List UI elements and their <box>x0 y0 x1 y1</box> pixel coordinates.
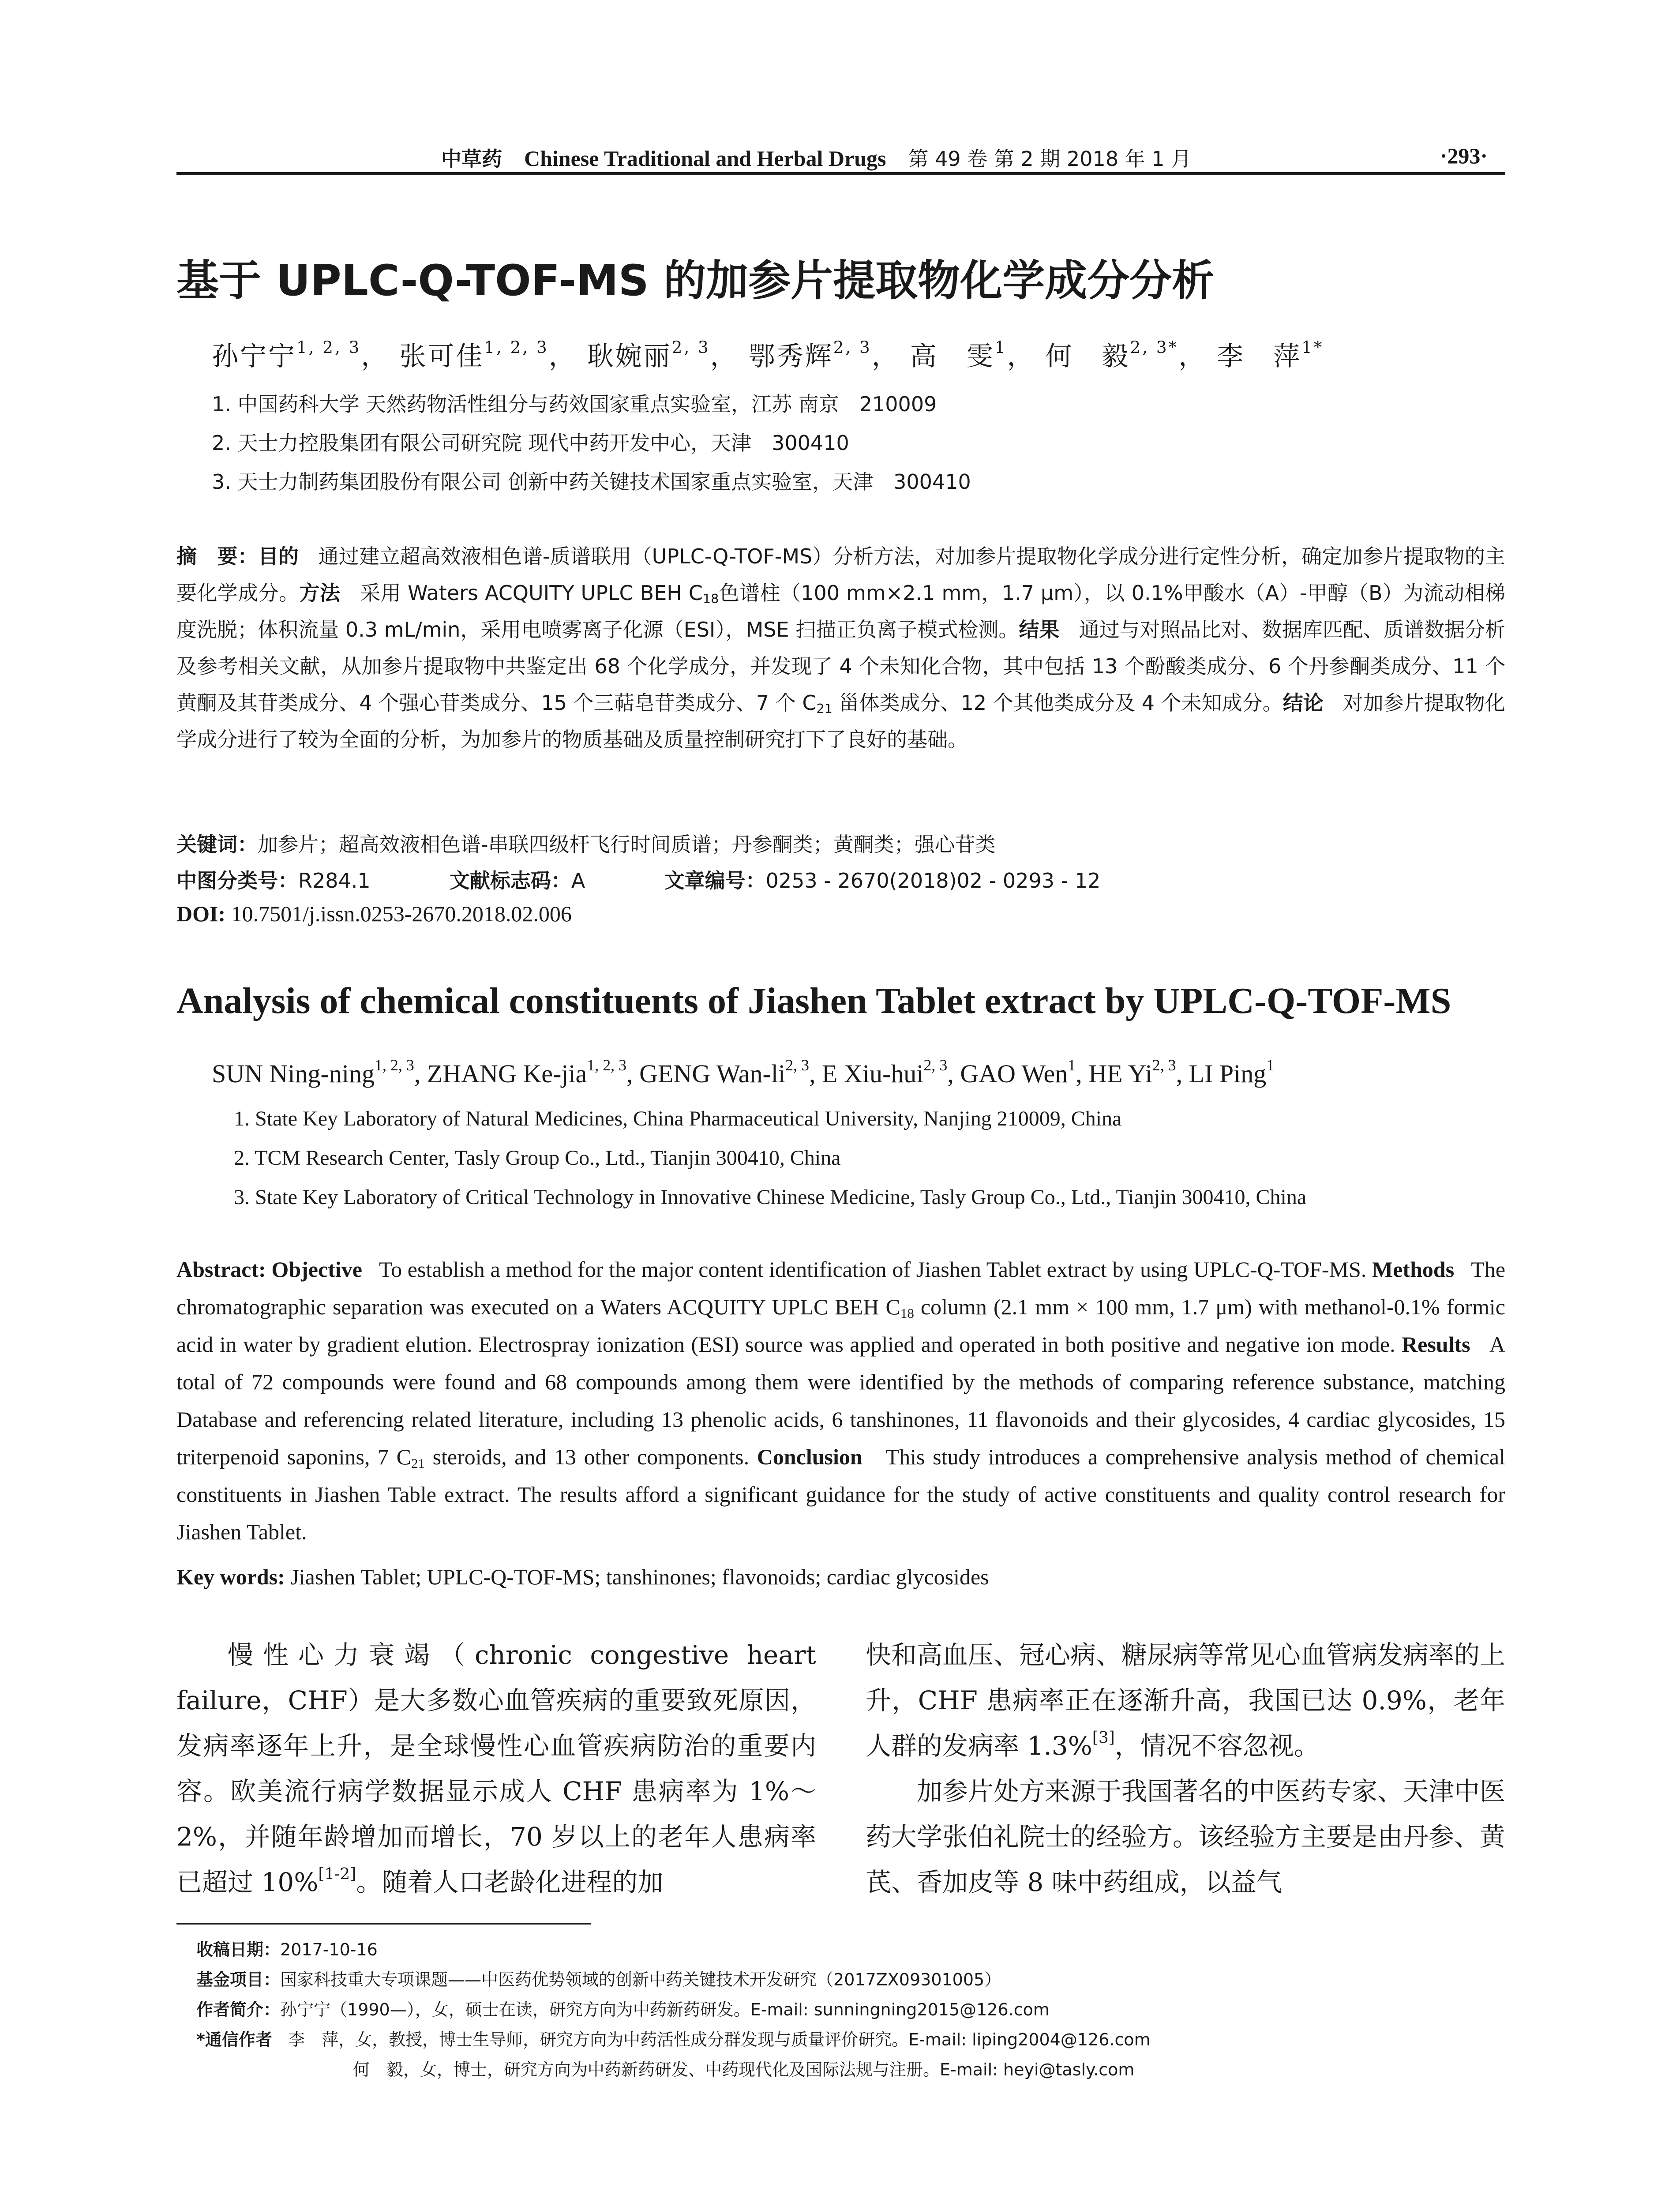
abstract-results-cont: steroids, and 13 other components. <box>424 1444 750 1469</box>
footnote-text: 国家科技重大专项课题——中医药优势领域的创新中药关键技术开发研究（2017ZX09301005） <box>280 1970 1001 1989</box>
abstract-objective: 通过建立超高效液相色谱-质谱联用（UPLC-Q-TOF-MS）分析方法，对加参片提取物化学成分进行定性分析，确定加参片提取物的主要化学成分。 <box>176 544 1506 605</box>
keywords-cn <box>176 829 996 858</box>
footnote-author <box>196 1996 1050 2020</box>
body-paragraph <box>866 1632 1505 1769</box>
subscript: 21 <box>816 702 832 717</box>
citation[interactable]: [1-2] <box>318 1865 356 1883</box>
paper-title-en: Analysis of chemical constituents of Jiashen Tablet extract by UPLC-Q-TOF-MS <box>176 980 1451 1021</box>
affiliation-en-3: 3. State Key Laboratory of Critical Technology in Innovative Chinese Medicine, Tasly Group Co., Ltd., Tianjin 300410, China <box>234 1186 1307 1209</box>
abstract-conclusion: 对加参片提取物化学成分进行了较为全面的分析，为加参片的物质基础及质量控制研究打下了良好的基础。 <box>176 691 1505 751</box>
methods-label: Methods <box>1372 1257 1455 1282</box>
journal-issue: 第 49 卷 第 2 期 2018 年 1 月 <box>908 147 1192 171</box>
footnote-fund <box>196 1966 1001 1990</box>
footnote-label: 作者简介： <box>196 2000 281 2019</box>
author-affiliation-mark: 2, 3 <box>1152 1056 1176 1074</box>
body-column-left <box>176 1632 816 1905</box>
author-en: ZHANG Ke-jia <box>427 1059 587 1088</box>
body-text: ，情况不容忽视。 <box>1114 1731 1320 1761</box>
doi-link[interactable]: 10.7501/j.issn.0253-2670.2018.02.006 <box>231 901 572 926</box>
author-affiliation-mark: 2, 3 <box>923 1056 948 1074</box>
abstract-cn <box>176 538 1505 758</box>
body-text: 快和高血压、冠心病、糖尿病等常见心血管病发病率的上升，CHF 患病率正在逐渐升高，我国已达 0.9%，老年人群的发病率 1.3% <box>866 1640 1506 1761</box>
keywords-en-label: Key words: <box>176 1564 285 1589</box>
author-affiliation-mark: 1 <box>1266 1056 1275 1074</box>
results-label: 结果 <box>1019 618 1060 642</box>
clc-label: 中图分类号： <box>176 869 298 893</box>
footnote-text: 孙宁宁（1990—），女，硕士在读，研究方向为中药新药研发。E-mail: sunningning2015@126.com <box>280 2000 1050 2019</box>
footnote-text: 2017-10-16 <box>280 1940 378 1959</box>
author-cn: 何 毅 <box>1045 341 1130 372</box>
author-affiliation-mark: 2, 3 <box>833 338 872 357</box>
author-en: SUN Ning-ning <box>212 1059 375 1088</box>
abstract-methods-cont: 色谱柱（100 mm×2.1 mm，1.7 μm），以 0.1%甲酸水（A）-甲醇（B）为流动相梯度洗脱；体积流量 0.3 mL/min，采用电喷雾离子化源（ESI），MSE 扫描正负离子模式检测。 <box>176 581 1505 642</box>
doi-label: DOI: <box>176 901 226 926</box>
abstract-objective: To establish a method for the major content identification of Jiashen Tablet extract by using UPLC-Q-TOF-MS. <box>379 1257 1367 1282</box>
conclusion-label: Conclusion <box>757 1444 862 1469</box>
author-affiliation-mark: 1, 2, 3 <box>296 338 361 357</box>
author-en: E Xiu-hui <box>822 1059 924 1088</box>
author-affiliation-mark: 1* <box>1301 338 1324 357</box>
author-cn: 鄂秀辉 <box>748 341 833 372</box>
abstract-methods: 采用 Waters ACQUITY UPLC BEH C <box>360 581 703 605</box>
abstract-methods-cont: column (2.1 mm × 100 mm, 1.7 μm) with methanol-0.1% formic acid in water by gradient elution. Electrospray ionization (ESI) source was applied and operated in both positive and negative ion mode. <box>176 1294 1505 1357</box>
journal-info <box>441 143 1191 172</box>
abstract-results: A total of 72 compounds were found and 68 compounds among them were identified by the methods of comparing reference substance, matching Database and referencing related literature, including 13 phenolic acids, 6 tanshinones, 11 flavonoids and their glycosides, 4 cardiac glycosides, 15 triterpenoid saponins, 7 C <box>176 1332 1506 1469</box>
author-affiliation-mark: 2, 3* <box>1130 338 1179 357</box>
paper-title-cn: 基于 UPLC-Q-TOF-MS 的加参片提取物化学成分分析 <box>176 256 1215 305</box>
doc-code: A <box>571 869 585 893</box>
subscript: 21 <box>411 1455 425 1471</box>
author-affiliation-mark: 1 <box>994 338 1007 357</box>
footnote-corresponding-2: 何 毅，女，博士，研究方向为中药新药研发、中药现代化及国际法规与注册。E-mail: heyi@tasly.com <box>353 2060 1135 2079</box>
citation[interactable]: [3] <box>1092 1729 1115 1747</box>
author-cn: 高 雯 <box>910 341 995 372</box>
footnote-label: *通信作者 <box>196 2030 272 2049</box>
body-column-right <box>866 1632 1505 1905</box>
affiliation-en-1: 1. State Key Laboratory of Natural Medicines, China Pharmaceutical University, Nanjing 210009, China <box>234 1107 1122 1130</box>
affiliation-cn-3: 3. 天士力制药集团股份有限公司 创新中药关键技术国家重点实验室，天津 300410 <box>212 470 971 494</box>
author-affiliation-mark: 1, 2, 3 <box>587 1056 627 1074</box>
body-text: 加参片处方来源于我国著名的中医药专家、天津中医药大学张伯礼院士的经验方。该经验方主要是由丹参、黄芪、香加皮等 8 味中药组成，以益气 <box>866 1776 1506 1897</box>
subscript: 18 <box>703 592 719 607</box>
doi-line <box>176 901 572 927</box>
affiliation-cn-1: 1. 中国药科大学 天然药物活性组分与药效国家重点实验室，江苏 南京 210009 <box>212 392 937 416</box>
keywords-en <box>176 1564 989 1590</box>
footnote-label: 基金项目： <box>196 1970 281 1989</box>
body-text: 。随着人口老龄化进程的加 <box>356 1867 664 1897</box>
author-affiliation-mark: 2, 3 <box>671 338 710 357</box>
author-en: HE Yi <box>1088 1059 1152 1088</box>
author-affiliation-mark: 2, 3 <box>785 1056 810 1074</box>
journal-name-cn: 中草药 <box>441 147 502 171</box>
subscript: 18 <box>900 1305 914 1321</box>
abstract-methods: The chromatographic separation was executed on a Waters ACQUITY UPLC BEH C <box>176 1257 1506 1319</box>
authors-en: SUN Ning-ning$^{1, 2, 3}$, ZHANG Ke-jia$^{1, 2, 3}$, GENG Wan-li$^{2, 3}$, E Xiu-hui$^{2, 3}$, GAO Wen$^1$, HE Yi$^{2, 3}$, LI Ping$^1$ <box>212 1056 1275 1088</box>
abstract-results: 通过与对照品比对、数据库匹配、质谱数据分析及参考相关文献，从加参片提取物中共鉴定出 68 个化学成分，并发现了 4 个未知化合物，其中包括 13 个酚酸类成分、6 个丹参酮类成分、11 个黄酮及其苷类成分、4 个强心苷类成分、15 个三萜皂苷类成分、7 个 C <box>176 618 1506 715</box>
body-paragraph <box>866 1769 1505 1905</box>
author-affiliation-mark: 1 <box>1068 1056 1076 1074</box>
body-text: 慢性心力衰竭（chronic congestive heart failure，CHF）是大多数心血管疾病的重要致死原因，发病率逐年上升，是全球慢性心血管疾病防治的重要内容。欧美流行病学数据显示成人 CHF 患病率为 1%～2%，并随年龄增加而增长，70 岁以上的老年人患病率已超过 10% <box>176 1640 816 1897</box>
abstract-label: 摘 要： <box>176 544 258 568</box>
footnote-received <box>196 1936 378 1960</box>
running-header <box>176 141 1505 175</box>
footnote-corresponding <box>196 2026 1151 2050</box>
author-en: GENG Wan-li <box>639 1059 786 1088</box>
author-affiliation-mark: 1, 2, 3 <box>374 1056 414 1074</box>
author-cn: 张可佳 <box>399 341 484 372</box>
article-number: 0253 - 2670(2018)02 - 0293 - 12 <box>765 869 1101 893</box>
abstract-en <box>176 1251 1505 1551</box>
author-en: GAO Wen <box>960 1059 1068 1088</box>
keywords-en-text: Jiashen Tablet; UPLC-Q-TOF-MS; tanshinones; flavonoids; cardiac glycosides <box>290 1564 989 1589</box>
body-paragraph <box>176 1632 816 1905</box>
doc-code-label: 文献标志码： <box>449 869 571 893</box>
objective-label: 目的 <box>258 544 299 568</box>
results-label: Results <box>1402 1332 1470 1357</box>
page-number: ·293· <box>1440 143 1488 168</box>
author-affiliation-mark: 1, 2, 3 <box>484 338 549 357</box>
author-cn: 孙宁宁 <box>212 341 296 372</box>
abstract-results-cont: 甾体类成分、12 个其他类成分及 4 个未知成分。 <box>832 691 1283 715</box>
affiliation-en-2: 2. TCM Research Center, Tasly Group Co., Ltd., Tianjin 300410, China <box>234 1146 841 1170</box>
author-en: LI Ping <box>1189 1059 1267 1088</box>
authors-cn: 孙宁宁$^{1, 2, 3}$， 张可佳$^{1, 2, 3}$， 耿婉丽$^{2, 3}$， 鄂秀辉$^{2, 3}$， 高 雯$^1$， 何 毅$^{2, 3*}$， 李 萍$^{1*}$ <box>212 338 1324 372</box>
author-cn: 耿婉丽 <box>587 341 672 372</box>
abstract-conclusion: This study introduces a comprehensive analysis method of chemical constituents in Jiashen Table extract. The results afford a significant guidance for the study of active constituents and quality control research for Jiashen Tablet. <box>176 1444 1506 1544</box>
abstract-objective-label: Abstract: Objective <box>176 1257 362 1282</box>
keywords-text: 加参片；超高效液相色谱-串联四级杆飞行时间质谱；丹参酮类；黄酮类；强心苷类 <box>258 833 996 856</box>
author-cn: 李 萍 <box>1217 341 1302 372</box>
journal-name-en: Chinese Traditional and Herbal Drugs <box>524 146 886 171</box>
methods-label: 方法 <box>299 581 341 605</box>
affiliation-cn-2: 2. 天士力控股集团有限公司研究院 现代中药开发中心，天津 300410 <box>212 431 849 455</box>
keywords-label: 关键词： <box>176 833 258 856</box>
classification-line <box>176 865 1100 894</box>
footnote-divider <box>176 1923 591 1925</box>
footnote-label: 收稿日期： <box>196 1940 281 1959</box>
conclusion-label: 结论 <box>1282 691 1324 715</box>
article-number-label: 文章编号： <box>664 869 766 893</box>
clc-number: R284.1 <box>298 869 371 893</box>
footnote-text: 李 萍，女，教授，博士生导师，研究方向为中药活性成分群发现与质量评价研究。E-mail: liping2004@126.com <box>288 2030 1151 2049</box>
